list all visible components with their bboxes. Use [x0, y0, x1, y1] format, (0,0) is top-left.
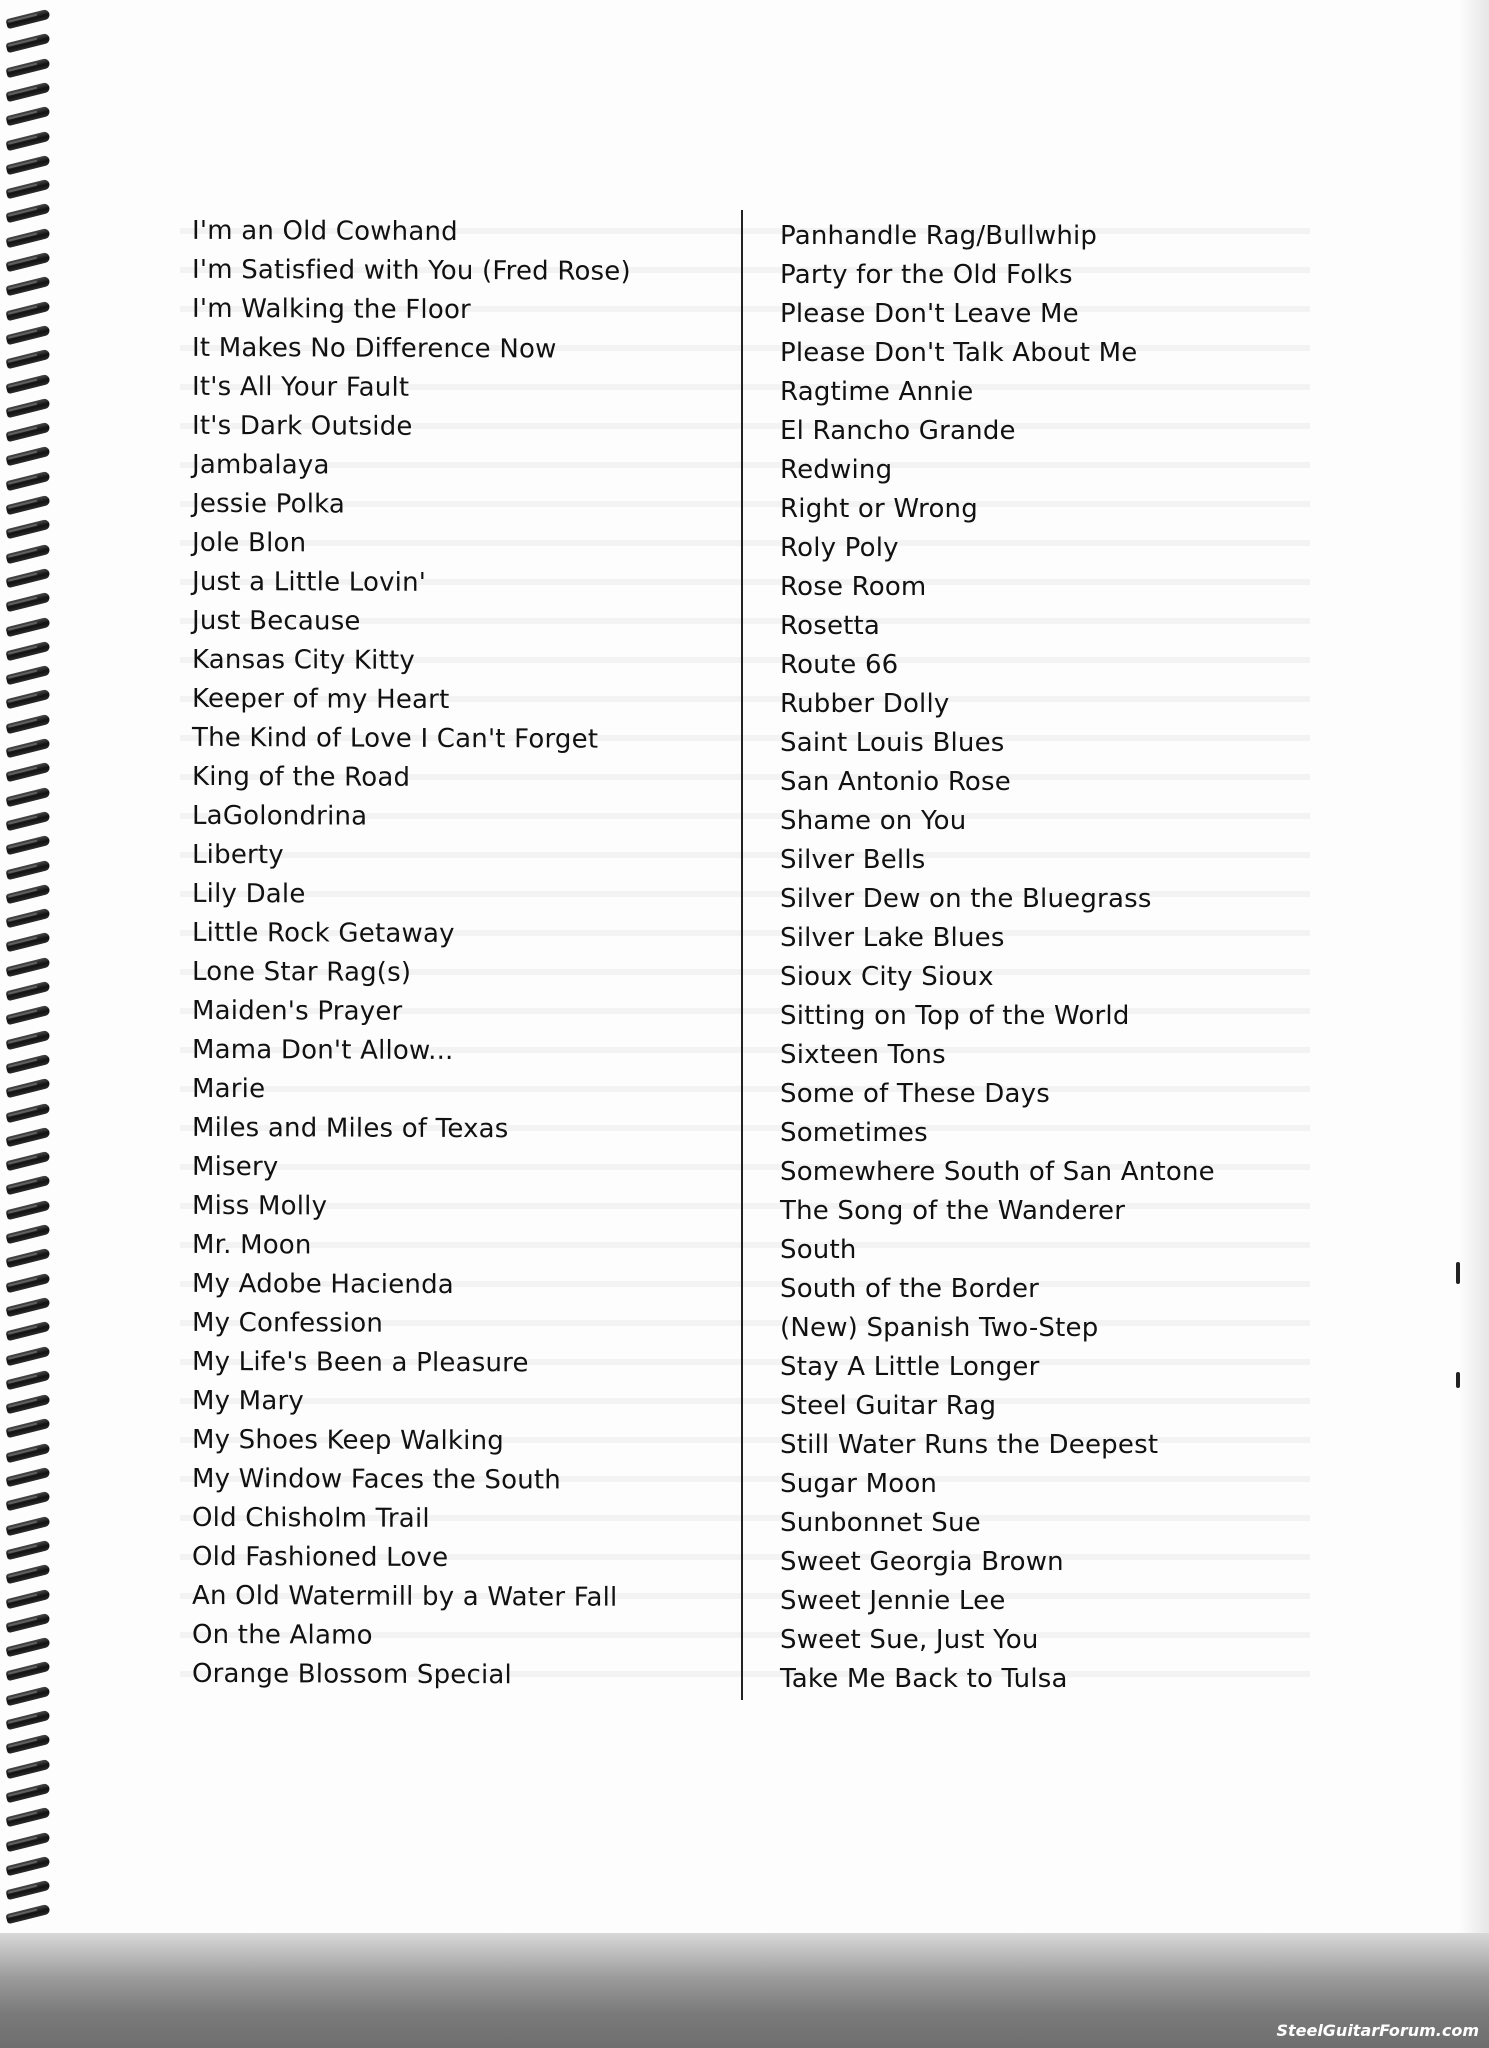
song-title: An Old Watermill by a Water Fall [192, 1580, 618, 1613]
song-title: I'm an Old Cowhand [192, 215, 458, 248]
song-title: My Adobe Hacienda [192, 1268, 454, 1301]
song-title: South of the Border [780, 1274, 1040, 1304]
song-title: El Rancho Grande [780, 416, 1016, 446]
song-title: Liberty [192, 839, 284, 871]
spiral-coil [5, 568, 50, 588]
song-title: My Confession [192, 1307, 384, 1339]
song-title: It's All Your Fault [192, 371, 410, 403]
song-title: Silver Lake Blues [780, 923, 1005, 953]
spiral-coil [5, 738, 50, 758]
song-title: Sixteen Tons [780, 1040, 946, 1070]
watermark: SteelGuitarForum.com [1276, 2021, 1479, 2040]
spiral-coil [5, 349, 50, 369]
spiral-coil [5, 1418, 50, 1438]
spiral-coil [5, 835, 50, 855]
song-title: Little Rock Getaway [192, 917, 455, 950]
scanner-background [0, 1933, 1489, 2048]
spiral-binding-icon [0, 0, 64, 1935]
song-title: My Window Faces the South [192, 1463, 561, 1496]
spiral-coil [5, 373, 50, 393]
song-title: Maiden's Prayer [192, 995, 403, 1027]
spiral-coil [5, 228, 50, 248]
spiral-coil [5, 446, 50, 466]
column-divider [741, 210, 743, 1700]
spiral-coil [5, 1734, 50, 1754]
spiral-coil [5, 543, 50, 563]
song-title: Lily Dale [192, 878, 306, 910]
spiral-coil [5, 1345, 50, 1365]
spiral-coil [5, 398, 50, 418]
spiral-coil [5, 1831, 50, 1851]
spiral-coil [5, 1515, 50, 1535]
song-title: San Antonio Rose [780, 767, 1011, 797]
song-title: Silver Dew on the Bluegrass [780, 884, 1152, 914]
song-title: Sugar Moon [780, 1469, 938, 1499]
spiral-coil [5, 592, 50, 612]
spiral-coil [5, 1200, 50, 1220]
spiral-coil [5, 811, 50, 831]
song-title: Shame on You [780, 806, 967, 836]
song-title: Sioux City Sioux [780, 962, 994, 992]
spiral-coil [5, 252, 50, 272]
spiral-coil [5, 1661, 50, 1681]
spiral-coil [5, 884, 50, 904]
scan-mark [1456, 1262, 1460, 1284]
song-title: Saint Louis Blues [780, 728, 1005, 758]
song-title: Roly Poly [780, 533, 899, 563]
song-title: Jole Blon [192, 527, 307, 559]
spiral-coil [5, 714, 50, 734]
song-title: Old Fashioned Love [192, 1541, 449, 1573]
spiral-coil [5, 106, 50, 126]
song-title: Jambalaya [192, 449, 330, 481]
spiral-coil [5, 1613, 50, 1633]
song-title: Rubber Dolly [780, 689, 950, 719]
spiral-coil [5, 981, 50, 1001]
spiral-coil [5, 1807, 50, 1827]
song-title: Lone Star Rag(s) [192, 956, 412, 988]
song-title: My Mary [192, 1385, 304, 1417]
spiral-coil [5, 641, 50, 661]
song-title: Sunbonnet Sue [780, 1508, 981, 1538]
spiral-coil [5, 422, 50, 442]
spiral-coil [5, 1491, 50, 1511]
spiral-coil [5, 1078, 50, 1098]
spiral-coil [5, 1686, 50, 1706]
song-title: Keeper of my Heart [192, 683, 450, 715]
spiral-coil [5, 908, 50, 928]
spiral-coil [5, 1637, 50, 1657]
spiral-coil [5, 859, 50, 879]
song-title: Just a Little Lovin' [192, 566, 427, 598]
song-title: Rosetta [780, 611, 881, 641]
spiral-coil [5, 203, 50, 223]
spiral-coil [5, 471, 50, 491]
song-title: Sweet Georgia Brown [780, 1547, 1064, 1577]
song-title: Right or Wrong [780, 494, 978, 524]
song-title: King of the Road [192, 761, 411, 793]
spiral-coil [5, 325, 50, 345]
spiral-coil [5, 1175, 50, 1195]
spiral-coil [5, 1467, 50, 1487]
spiral-coil [5, 9, 50, 29]
song-title: Sometimes [780, 1118, 928, 1148]
spiral-coil [5, 1127, 50, 1147]
spiral-coil [5, 1297, 50, 1317]
spiral-coil [5, 1394, 50, 1414]
song-title: (New) Spanish Two-Step [780, 1313, 1099, 1343]
spiral-coil [5, 1564, 50, 1584]
spiral-coil [5, 957, 50, 977]
spiral-coil [5, 1054, 50, 1074]
song-title: My Life's Been a Pleasure [192, 1346, 529, 1379]
spiral-coil [5, 276, 50, 296]
spiral-coil [5, 689, 50, 709]
spiral-coil [5, 1880, 50, 1900]
song-title: Somewhere South of San Antone [780, 1157, 1215, 1187]
song-title: Sitting on Top of the World [780, 1001, 1130, 1031]
spiral-coil [5, 1321, 50, 1341]
spiral-coil [5, 1248, 50, 1268]
spiral-coil [5, 1005, 50, 1025]
song-title: It Makes No Difference Now [192, 332, 557, 365]
scan-mark [1456, 1372, 1460, 1388]
song-title: Mama Don't Allow... [192, 1034, 454, 1067]
page-edge-shadow [1459, 0, 1489, 2048]
song-title: Route 66 [780, 650, 899, 680]
song-title: I'm Satisfied with You (Fred Rose) [192, 254, 631, 287]
spiral-coil [5, 786, 50, 806]
spiral-coil [5, 495, 50, 515]
spiral-coil [5, 130, 50, 150]
song-title: Kansas City Kitty [192, 644, 415, 676]
spiral-coil [5, 57, 50, 77]
song-title: Steel Guitar Rag [780, 1391, 997, 1421]
spiral-coil [5, 300, 50, 320]
spiral-coil [5, 519, 50, 539]
song-title: Mr. Moon [192, 1229, 312, 1261]
spiral-coil [5, 1783, 50, 1803]
song-title: The Song of the Wanderer [780, 1196, 1126, 1226]
song-title: Stay A Little Longer [780, 1352, 1040, 1382]
spiral-coil [5, 1029, 50, 1049]
spiral-coil [5, 1758, 50, 1778]
spiral-coil [5, 665, 50, 685]
song-title: On the Alamo [192, 1619, 373, 1651]
song-title: It's Dark Outside [192, 410, 413, 442]
song-title: Panhandle Rag/Bullwhip [780, 221, 1098, 251]
spiral-coil [5, 155, 50, 175]
song-title: The Kind of Love I Can't Forget [192, 722, 599, 755]
song-title: LaGolondrina [192, 800, 368, 832]
song-title: Please Don't Leave Me [780, 299, 1079, 329]
song-title: Miss Molly [192, 1190, 328, 1222]
spiral-coil [5, 1224, 50, 1244]
song-title: Still Water Runs the Deepest [780, 1430, 1159, 1460]
spiral-coil [5, 82, 50, 102]
spiral-coil [5, 1588, 50, 1608]
spiral-coil [5, 1443, 50, 1463]
spiral-coil [5, 179, 50, 199]
song-title: Rose Room [780, 572, 927, 602]
song-title: Old Chisholm Trail [192, 1502, 430, 1534]
song-title: Ragtime Annie [780, 377, 974, 407]
spiral-coil [5, 1710, 50, 1730]
song-title: South [780, 1235, 857, 1265]
song-title: Silver Bells [780, 845, 926, 875]
song-title: My Shoes Keep Walking [192, 1424, 504, 1457]
song-title: I'm Walking the Floor [192, 293, 471, 326]
spiral-coil [5, 1102, 50, 1122]
spiral-coil [5, 1856, 50, 1876]
song-title: Redwing [780, 455, 893, 485]
song-list-right-column [780, 217, 1280, 1699]
spiral-coil [5, 33, 50, 53]
song-title: Sweet Jennie Lee [780, 1586, 1006, 1616]
spiral-coil [5, 1370, 50, 1390]
spiral-coil [5, 616, 50, 636]
spiral-coil [5, 1151, 50, 1171]
song-list-left-column [192, 212, 712, 1696]
song-title: Just Because [192, 605, 361, 637]
song-title: Party for the Old Folks [780, 260, 1073, 290]
spiral-coil [5, 932, 50, 952]
song-title: Please Don't Talk About Me [780, 338, 1138, 368]
song-title: Take Me Back to Tulsa [780, 1664, 1068, 1694]
song-title: Orange Blossom Special [192, 1658, 512, 1691]
song-title: Miles and Miles of Texas [192, 1112, 509, 1145]
song-title: Sweet Sue, Just You [780, 1625, 1039, 1655]
spiral-coil [5, 1272, 50, 1292]
spiral-coil [5, 1904, 50, 1924]
spiral-coil [5, 762, 50, 782]
song-title: Marie [192, 1073, 266, 1105]
spiral-coil [5, 1540, 50, 1560]
song-title: Some of These Days [780, 1079, 1050, 1109]
song-title: Jessie Polka [192, 488, 346, 520]
song-title: Misery [192, 1151, 279, 1183]
